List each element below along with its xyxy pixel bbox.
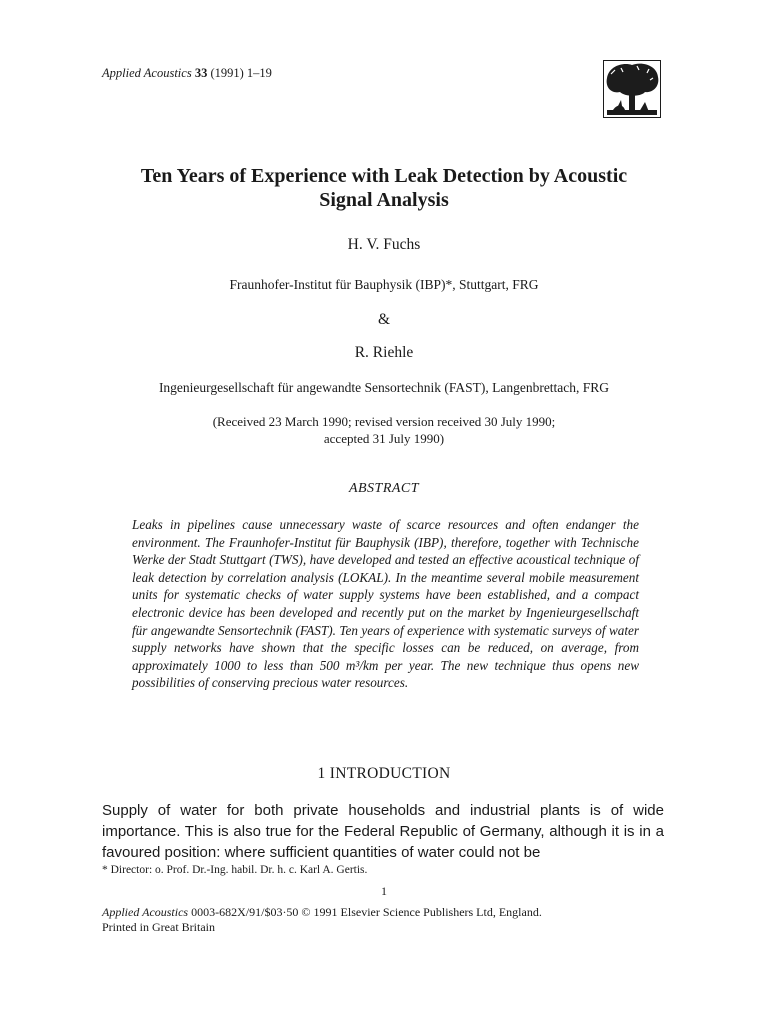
author-conjunction: & <box>377 311 391 328</box>
article-title-line-1: Ten Years of Experience with Leak Detection by Acoustic <box>140 165 628 187</box>
journal-name: Applied Acoustics <box>102 66 192 80</box>
footer-printed: Printed in Great Britain <box>102 920 215 934</box>
footer-citation <box>102 905 542 920</box>
publisher-tree-logo <box>603 60 661 118</box>
received-line-1: (Received 23 March 1990; revised version received 30 July 1990; <box>212 414 556 429</box>
page-number: 1 <box>381 884 387 898</box>
abstract-text: Leaks in pipelines cause unnecessary waste of scarce resources and often endanger the environment. The Fraunhofer-Institut für Bauphysik (IBP), therefore, together with Technische Werke der Stadt Stuttgart (TWS), have developed and tested an effective acoustical technique of leak detection by correlation analysis (LOKAL). In the meantime several mobile measurement units for systematic checks of water supply systems have been established, and a compact electronic device has been developed and recently put on the market by Ingenieurgesellschaft für angewandte Sensortechnik (FAST). Ten years of experience with systematic surveys of water supply networks have shown that the specific losses can be reduced, on average, from approximately 1000 to less than 500 m³/km per year. The new technique thus opens new possibilities of conserving precious water resources. <box>132 517 639 691</box>
author-1: H. V. Fuchs <box>347 236 421 253</box>
received-line-2: accepted 31 July 1990) <box>323 431 445 446</box>
affiliation-2: Ingenieurgesellschaft für angewandte Sensortechnik (FAST), Langenbrettach, FRG <box>158 380 610 395</box>
footer-journal-name: Applied Acoustics <box>102 905 189 919</box>
received-dates <box>60 413 708 447</box>
introduction-text: Supply of water for both private households and industrial plants is of wide importance. This is also true for the Federal Republic of Germany, although it is in a favoured position: where sufficient quantities of water could not be <box>102 802 664 861</box>
abstract-heading: ABSTRACT <box>348 481 420 496</box>
footer-citation-text: 0003-682X/91/$03·50 © 1991 Elsevier Science Publishers Ltd, England. <box>191 905 542 919</box>
author-2: R. Riehle <box>354 344 414 361</box>
article-title <box>60 164 708 212</box>
journal-reference <box>102 66 272 81</box>
journal-year-pages: (1991) 1–19 <box>210 66 272 80</box>
section-heading: 1 INTRODUCTION <box>317 765 451 782</box>
journal-volume: 33 <box>194 66 208 80</box>
affiliation-1: Fraunhofer-Institut für Bauphysik (IBP)*, Stuttgart, FRG <box>229 277 539 292</box>
article-title-line-2: Signal Analysis <box>319 189 449 211</box>
footnote: * Director: o. Prof. Dr.-Ing. habil. Dr. h. c. Karl A. Gertis. <box>102 864 368 876</box>
